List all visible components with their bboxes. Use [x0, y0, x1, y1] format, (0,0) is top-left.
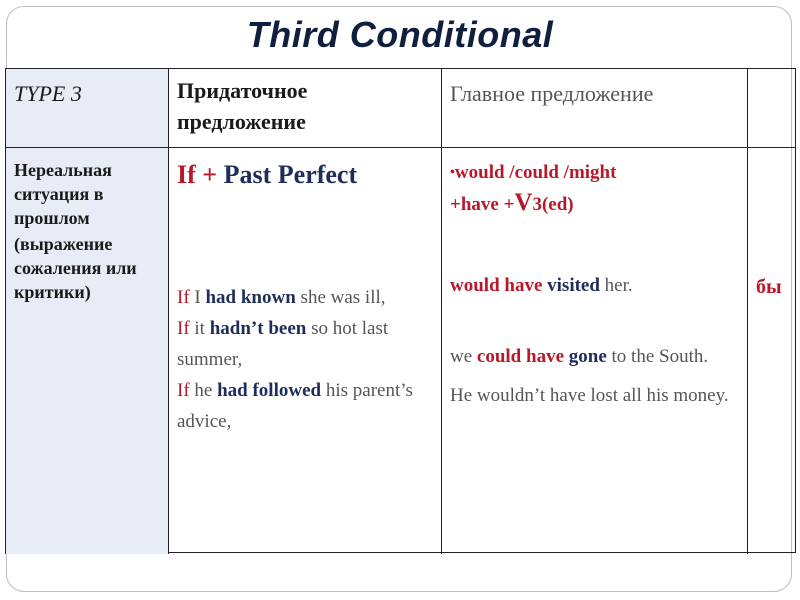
conditional-table: [5, 68, 796, 553]
main-example: we could have gone to the South.: [450, 346, 709, 367]
usage-cell: [5, 148, 168, 554]
if-example: If it hadn’t been so hot last summer,: [177, 318, 389, 370]
header-subordinate-clause: Придаточное предложение: [168, 69, 441, 148]
usage-description: Нереальная ситуация в прошлом: [14, 160, 112, 228]
header-type: TYPE 3: [5, 69, 168, 148]
main-example: He wouldn’t have lost all his money.: [450, 385, 729, 406]
if-clause-cell: [168, 148, 441, 554]
bullet-icon: •: [450, 165, 455, 180]
russian-particle: бы: [756, 276, 782, 298]
slide-title: Third Conditional: [246, 14, 554, 55]
main-example: would have visited her.: [450, 275, 633, 296]
if-clause-formula: If + Past Perfect: [177, 160, 358, 189]
russian-particle-cell: [747, 148, 796, 554]
main-clause-formula: •would /could /might +have +V3(ed): [450, 162, 617, 216]
if-example: If he had followed his parent’s advice,: [177, 380, 413, 432]
usage-note: (выражение сожаления или критики): [14, 234, 137, 302]
if-example: If I had known she was ill,: [177, 287, 386, 308]
if-examples: [177, 282, 433, 437]
header-extra: [747, 69, 796, 148]
main-clause-cell: [441, 148, 747, 554]
header-main-clause: Главное предложение: [441, 69, 747, 148]
